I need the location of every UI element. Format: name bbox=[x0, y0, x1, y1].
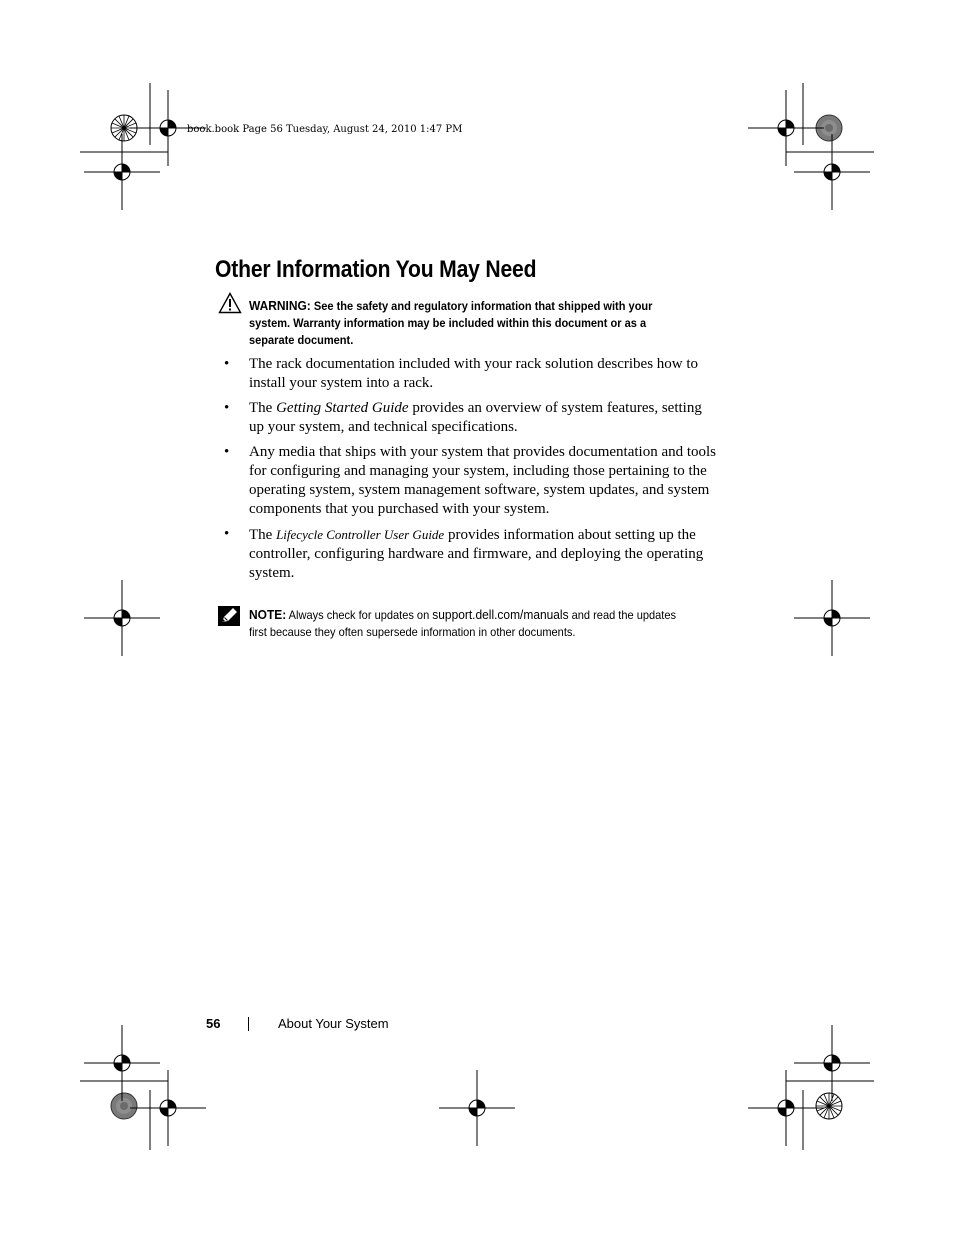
list-item: • The Getting Started Guide provides an overview of system features, setting up your system, and technical specifications. bbox=[224, 399, 719, 437]
guide-title: Lifecycle Controller User Guide bbox=[276, 527, 445, 542]
print-slug: book.book Page 56 Tuesday, August 24, 2010 1:47 PM bbox=[187, 124, 463, 135]
warning-body: See the safety and regulatory information that shipped with your system. Warranty information may be included within this document or as a separate document. bbox=[249, 299, 653, 347]
crop-lines bbox=[80, 83, 874, 1150]
warning-label: WARNING: bbox=[249, 298, 311, 313]
support-link[interactable]: support.dell.com/manuals bbox=[432, 607, 569, 622]
note-label: NOTE: bbox=[249, 607, 287, 622]
note-text: NOTE: Always check for updates on support.dell.com/manuals and read the updates first because they often supersede information in other documents. bbox=[249, 607, 676, 639]
guide-title: Getting Started Guide bbox=[276, 400, 409, 416]
page-title: Other Information You May Need bbox=[215, 256, 537, 283]
list-item: • The Lifecycle Controller User Guide provides information about setting up the controller, configuring hardware and firmware, and deploying the operating system. bbox=[224, 525, 719, 583]
list-item: • Any media that ships with your system that provides documentation and tools for configuring and managing your system, including those pertaining to the operating system, system management software, system updates, and system components that you purchased with your system. bbox=[224, 443, 719, 519]
page-number: 56 bbox=[206, 1016, 221, 1031]
footer-section-title: About Your System bbox=[278, 1016, 389, 1031]
list-item: • The rack documentation included with your rack solution describes how to install your system into a rack. bbox=[224, 355, 719, 393]
